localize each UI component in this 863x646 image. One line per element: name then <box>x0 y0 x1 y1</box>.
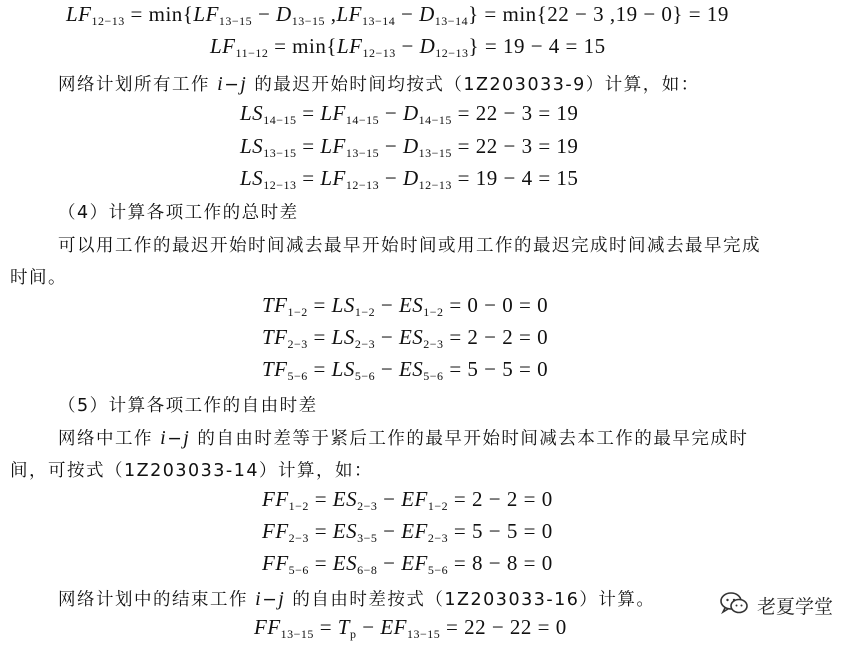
section-heading-5: （5）计算各项工作的自由时差 <box>58 396 318 416</box>
paragraph-ff-end: 网络计划中的结束工作 i−j 的自由时差按式（1Z203033-16）计算。 <box>58 588 656 610</box>
equation-lf-12-13: $LF_{12-13} = \min\{LF_{13-15} - D_{13-15}$ $,LF_{13-14} - D_{13-14}\} = \min\{22 - 3$ ,19 − 0} = 19 <box>66 2 729 28</box>
paragraph-tf-line1: 可以用工作的最迟开始时间减去最早开始时间或用工作的最迟完成时间减去最早完成 <box>58 236 761 256</box>
paragraph-ls-intro: 网络计划所有工作 i−j 的最迟开始时间均按式（1Z203033-9）计算，如： <box>58 73 700 95</box>
equation-ff-5-6: $FF_{5-6} = ES_{6-8} - EF_{5-6} = 8 - 8 = 0$ <box>262 551 553 577</box>
equation-ls-12-13: $LS_{12-13} = LF_{12-13} - D_{12-13} = 19 - 4 = 15$ <box>240 166 579 192</box>
equation-ff-1-2: $FF_{1-2} = ES_{2-3} - EF_{1-2} = 2 - 2 = 0$ <box>262 487 553 513</box>
equation-tf-2-3: $TF_{2-3} = LS_{2-3} - ES_{2-3} = 2 - 2 = 0$ <box>262 325 549 351</box>
paragraph-tf-line2: 时间。 <box>10 268 67 288</box>
equation-ls-13-15: $LS_{13-15} = LF_{13-15} - D_{13-15} = 22 - 3 = 19$ <box>240 134 579 160</box>
paragraph-ff-line2: 间，可按式（1Z203033-14）计算，如： <box>10 461 374 481</box>
watermark-text: 老夏学堂 <box>756 596 833 618</box>
equation-ff-2-3: $FF_{2-3} = ES_{3-5} - EF_{2-3} = 5 - 5 = 0$ <box>262 519 553 545</box>
equation-tf-5-6: $TF_{5-6} = LS_{5-6} - ES_{5-6} = 5 - 5 = 0$ <box>262 357 549 383</box>
section-heading-4: （4）计算各项工作的总时差 <box>58 203 299 223</box>
wechat-icon <box>719 591 749 620</box>
equation-ls-14-15: $LS_{14-15} = LF_{14-15} - D_{14-15} = 22 - 3 = 19$ <box>240 101 579 127</box>
watermark <box>719 591 833 620</box>
equation-ff-13-15: $FF_{13-15} = T_p - EF_{13-15} = 22 - 22 = 0$ <box>254 615 567 641</box>
equation-tf-1-2: $TF_{1-2} = LS_{1-2} - ES_{1-2} = 0 - 0 = 0$ <box>262 293 549 319</box>
equation-lf-11-12: $LF_{11-12} = \min\{LF_{12-13} - D_{12-13}\} = 19 - 4 = 15$ <box>210 34 606 60</box>
paragraph-ff-line1: 网络中工作 i−j 的自由时差等于紧后工作的最早开始时间减去本工作的最早完成时 <box>58 427 749 449</box>
